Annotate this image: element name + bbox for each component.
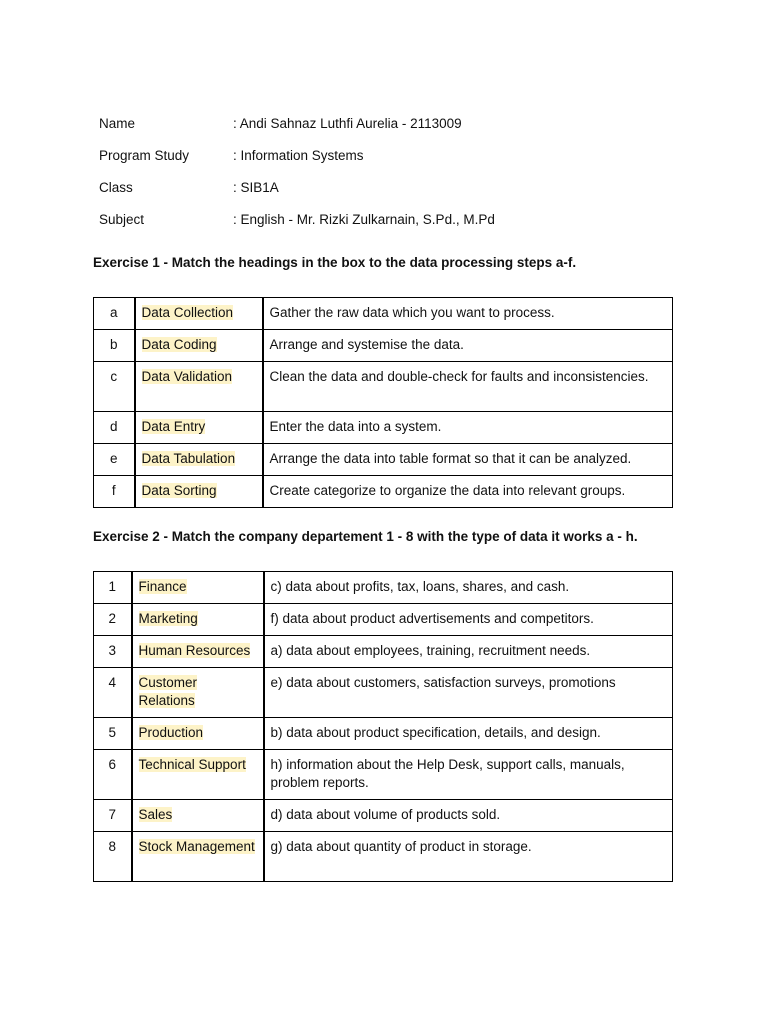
- department-data-cell: [264, 750, 673, 800]
- department-number: 6: [108, 757, 116, 772]
- table-row: [94, 412, 673, 444]
- department-number-cell: [94, 718, 132, 750]
- department-number-cell: [94, 800, 132, 832]
- step-letter-cell: [94, 330, 135, 362]
- department-number-cell: [94, 604, 132, 636]
- step-heading: Data Tabulation: [141, 451, 236, 466]
- department-data: h) information about the Help Desk, support calls, manuals, problem reports.: [270, 757, 625, 790]
- student-info: [99, 114, 495, 242]
- step-letter-cell: [94, 298, 135, 330]
- department-number: 5: [108, 725, 116, 740]
- department-data: e) data about customers, satisfaction surveys, promotions: [270, 675, 616, 690]
- step-description: Gather the raw data which you want to process.: [269, 305, 555, 320]
- table-row: [94, 476, 673, 508]
- department-name-cell: [132, 636, 264, 668]
- step-letter-cell: [94, 444, 135, 476]
- step-letter: e: [109, 451, 118, 466]
- department-name-cell: [132, 572, 264, 604]
- table-row: [94, 298, 673, 330]
- department-data: f) data about product advertisements and competitors.: [270, 611, 594, 626]
- step-heading: Data Validation: [141, 369, 233, 384]
- exercise2-table: [93, 571, 673, 882]
- step-letter-cell: [94, 476, 135, 508]
- table-row: [94, 572, 673, 604]
- step-letter: c: [110, 369, 118, 384]
- department-name-cell: [132, 668, 264, 718]
- department-data: d) data about volume of products sold.: [270, 807, 501, 822]
- step-description: Enter the data into a system.: [269, 419, 442, 434]
- step-heading: Data Coding: [141, 337, 217, 352]
- step-description: Create categorize to organize the data into relevant groups.: [269, 483, 626, 498]
- department-name-cell: [132, 750, 264, 800]
- step-letter: f: [111, 483, 116, 498]
- step-letter: b: [109, 337, 118, 352]
- department-data-cell: [264, 800, 673, 832]
- step-description-cell: [263, 298, 673, 330]
- department-name: Sales: [138, 807, 173, 822]
- step-heading-cell: [135, 362, 263, 412]
- department-number-cell: [94, 832, 132, 882]
- step-heading-cell: [135, 444, 263, 476]
- info-value: : SIB1A: [233, 180, 279, 195]
- department-name-cell: [132, 604, 264, 636]
- info-label: Program Study: [99, 148, 190, 163]
- step-heading-cell: [135, 330, 263, 362]
- department-data-cell: [264, 572, 673, 604]
- department-number: 1: [108, 579, 116, 594]
- info-row-class: [99, 178, 495, 210]
- step-heading: Data Entry: [141, 419, 206, 434]
- table-row: [94, 444, 673, 476]
- step-heading-cell: [135, 476, 263, 508]
- info-label: Subject: [99, 212, 145, 227]
- department-name: Customer Relations: [138, 675, 198, 708]
- step-description: Arrange and systemise the data.: [269, 337, 464, 352]
- table-row: [94, 362, 673, 412]
- department-number-cell: [94, 636, 132, 668]
- step-description: Clean the data and double-check for faults and inconsistencies.: [269, 369, 649, 384]
- table-row: [94, 718, 673, 750]
- department-name-cell: [132, 800, 264, 832]
- step-description-cell: [263, 330, 673, 362]
- department-data-cell: [264, 832, 673, 882]
- table-row: [94, 604, 673, 636]
- table-row: [94, 668, 673, 718]
- department-name: Marketing: [138, 611, 198, 626]
- department-name: Technical Support: [138, 757, 246, 772]
- department-name: Finance: [138, 579, 187, 594]
- department-name-cell: [132, 832, 264, 882]
- step-description-cell: [263, 362, 673, 412]
- department-data: c) data about profits, tax, loans, shares, and cash.: [270, 579, 570, 594]
- step-letter: a: [109, 305, 118, 320]
- step-letter-cell: [94, 362, 135, 412]
- department-data: a) data about employees, training, recruitment needs.: [270, 643, 591, 658]
- table-row: [94, 636, 673, 668]
- step-description-cell: [263, 444, 673, 476]
- table-row: [94, 832, 673, 882]
- step-heading-cell: [135, 298, 263, 330]
- step-description-cell: [263, 476, 673, 508]
- exercise1-heading: Exercise 1 - Match the headings in the box to the data processing steps a-f.: [93, 255, 577, 270]
- department-data-cell: [264, 636, 673, 668]
- step-heading: Data Sorting: [141, 483, 217, 498]
- info-row-name: [99, 114, 495, 146]
- department-number: 3: [108, 643, 116, 658]
- department-data: b) data about product specification, details, and design.: [270, 725, 601, 740]
- department-data-cell: [264, 604, 673, 636]
- info-label: Name: [99, 116, 136, 131]
- department-data: g) data about quantity of product in storage.: [270, 839, 532, 854]
- department-name-cell: [132, 718, 264, 750]
- step-heading: Data Collection: [141, 305, 234, 320]
- info-label: Class: [99, 180, 133, 195]
- department-number-cell: [94, 668, 132, 718]
- department-number: 7: [108, 807, 116, 822]
- department-data-cell: [264, 668, 673, 718]
- info-value: : Andi Sahnaz Luthfi Aurelia - 2113009: [233, 116, 462, 131]
- exercise1-table: [93, 297, 673, 508]
- department-number: 8: [108, 839, 116, 854]
- department-number: 2: [108, 611, 116, 626]
- department-name: Production: [138, 725, 204, 740]
- step-description: Arrange the data into table format so that it can be analyzed.: [269, 451, 632, 466]
- step-letter-cell: [94, 412, 135, 444]
- department-data-cell: [264, 718, 673, 750]
- table-row: [94, 800, 673, 832]
- info-value: : English - Mr. Rizki Zulkarnain, S.Pd., M.Pd: [233, 212, 495, 227]
- department-name: Stock Management: [138, 839, 255, 854]
- department-name: Human Resources: [138, 643, 251, 658]
- step-heading-cell: [135, 412, 263, 444]
- department-number-cell: [94, 572, 132, 604]
- info-value: : Information Systems: [233, 148, 364, 163]
- department-number-cell: [94, 750, 132, 800]
- table-row: [94, 330, 673, 362]
- department-number: 4: [108, 675, 116, 690]
- exercise2-heading: Exercise 2 - Match the company departement 1 - 8 with the type of data it works a - h.: [93, 529, 638, 544]
- step-letter: d: [109, 419, 118, 434]
- info-row-subject: [99, 210, 495, 242]
- info-row-program: [99, 146, 495, 178]
- step-description-cell: [263, 412, 673, 444]
- table-row: [94, 750, 673, 800]
